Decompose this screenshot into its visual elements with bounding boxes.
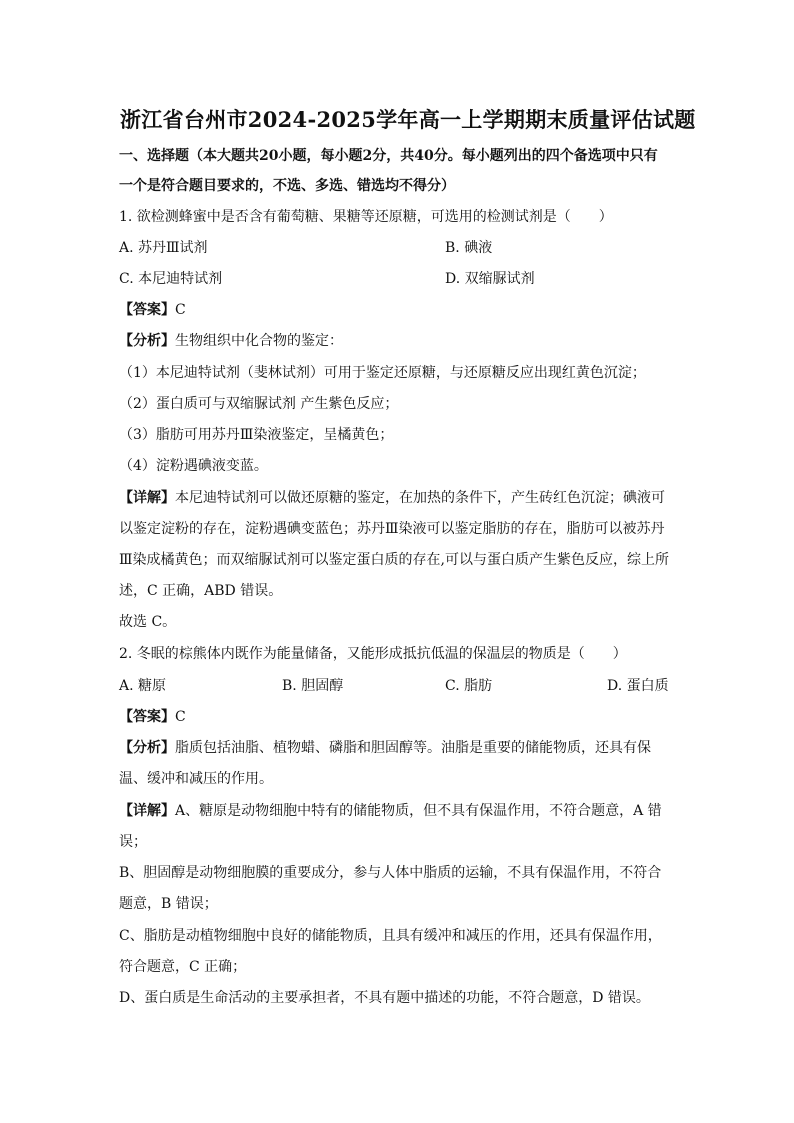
q2-detail-line-6: 符合题意，C 正确； xyxy=(119,959,247,975)
q1-analysis-line-2: （2）蛋白质可与双缩脲试剂 产生紫色反应； xyxy=(119,396,399,412)
q1-option-b: B. 碘液 xyxy=(445,240,493,256)
q1-detail-line-4: 述，C 正确，ABD 错误。 xyxy=(119,583,283,599)
analysis-text: 生物组织中化合物的鉴定： xyxy=(175,333,343,349)
analysis-tag: 【分析】 xyxy=(119,740,175,756)
answer-value: C xyxy=(175,302,186,318)
q1-detail-line-2: 以鉴定淀粉的存在，淀粉遇碘变蓝色；苏丹Ⅲ染液可以鉴定脂肪的存在，脂肪可以被苏丹 xyxy=(119,521,665,537)
q2-detail-line-2: 误； xyxy=(119,834,147,850)
q2-analysis-line-1 xyxy=(119,738,651,758)
q1-analysis-line-4: （4）淀粉遇碘液变蓝。 xyxy=(119,458,268,474)
q1-analysis-line-3: （3）脂肪可用苏丹Ⅲ染液鉴定，呈橘黄色； xyxy=(119,427,394,443)
answer-value: C xyxy=(175,709,186,725)
q1-detail-line-3: Ⅲ染成橘黄色；而双缩脲试剂可以鉴定蛋白质的存在,可以与蛋白质产生紫色反应，综上所 xyxy=(119,552,669,568)
page-title: 浙江省台州市2024-2025学年高一上学期期末质量评估试题 xyxy=(120,107,696,132)
q2-option-d: D. 蛋白质 xyxy=(607,678,669,694)
q1-option-c: C. 本尼迪特试剂 xyxy=(119,271,223,287)
detail-text: A、糖原是动物细胞中特有的储能物质，但不具有保温作用，不符合题意，A 错 xyxy=(175,803,662,819)
question-1-stem: 1. 欲检测蜂蜜中是否含有葡萄糖、果糖等还原糖，可选用的检测试剂是（ ） xyxy=(119,209,613,225)
section-heading-line-2: 一个是符合题目要求的，不选、多选、错选均不得分） xyxy=(119,178,455,194)
q1-analysis xyxy=(119,331,343,351)
q1-conclusion: 故选 C。 xyxy=(119,614,177,630)
q2-detail-line-4: 题意，B 错误； xyxy=(119,896,218,912)
q2-detail-line-7: D、蛋白质是生命活动的主要承担者，不具有题中描述的功能，不符合题意，D 错误。 xyxy=(119,990,650,1006)
answer-tag: 【答案】 xyxy=(119,709,175,725)
q2-option-a: A. 糖原 xyxy=(119,678,167,694)
section-heading-line-1: 一、选择题（本大题共20小题，每小题2分，共40分。每小题列出的四个备选项中只有 xyxy=(119,148,658,164)
q2-detail-line-3: B、胆固醇是动物细胞膜的重要成分，参与人体中脂质的运输，不具有保温作用，不符合 xyxy=(119,865,662,881)
q2-detail-line-5: C、脂肪是动植物细胞中良好的储能物质，且具有缓冲和减压的作用，还具有保温作用， xyxy=(119,928,662,944)
q2-detail-line-1 xyxy=(119,801,662,821)
q2-option-c: C. 脂肪 xyxy=(445,678,493,694)
analysis-tag: 【分析】 xyxy=(119,333,175,349)
detail-tag: 【详解】 xyxy=(119,490,175,506)
q2-answer xyxy=(119,707,186,727)
q2-option-b: B. 胆固醇 xyxy=(282,678,344,694)
q1-answer xyxy=(119,300,186,320)
q1-option-a: A. 苏丹Ⅲ试剂 xyxy=(119,240,208,256)
detail-tag: 【详解】 xyxy=(119,803,175,819)
detail-text: 本尼迪特试剂可以做还原糖的鉴定，在加热的条件下，产生砖红色沉淀；碘液可 xyxy=(175,490,665,506)
q1-detail-line-1 xyxy=(119,488,665,508)
q2-analysis-line-2: 温、缓冲和减压的作用。 xyxy=(119,771,273,787)
analysis-text: 脂质包括油脂、植物蜡、磷脂和胆固醇等。油脂是重要的储能物质，还具有保 xyxy=(175,740,651,756)
q1-option-d: D. 双缩脲试剂 xyxy=(445,271,535,287)
answer-tag: 【答案】 xyxy=(119,302,175,318)
q1-analysis-line-1: （1）本尼迪特试剂（斐林试剂）可用于鉴定还原糖，与还原糖反应出现红黄色沉淀； xyxy=(119,365,646,381)
question-2-stem: 2. 冬眠的棕熊体内既作为能量储备，又能形成抵抗低温的保温层的物质是（ ） xyxy=(119,646,627,662)
